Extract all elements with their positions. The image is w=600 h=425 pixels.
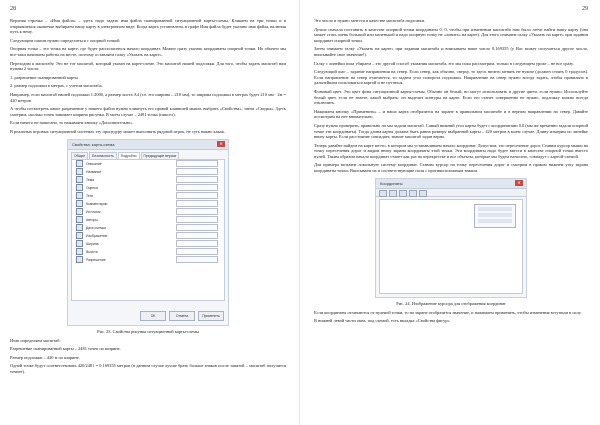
paragraph: Например, если масштаб нашей подложки 1:2000, а размер листа А4 (т.е. его ширина – 210 мм), то ширина подложки в метрах будет 210 мм · 2м = 420 метров — [10, 91, 286, 103]
window-title: Координаты — [380, 180, 403, 186]
property-label: Название — [86, 169, 102, 174]
list-item: 2. размер подложки в метрах, с учетом масштаба. — [10, 83, 103, 89]
property-row — [72, 224, 224, 232]
property-row — [72, 208, 224, 216]
property-value — [176, 192, 218, 199]
tab-details: Подробно — [118, 152, 140, 159]
property-row — [72, 168, 224, 176]
tool-icon — [409, 190, 417, 197]
properties-dialog-figure — [67, 139, 229, 326]
property-row — [72, 200, 224, 208]
tab-general: Общие — [71, 152, 88, 159]
apply-button: Применить — [198, 311, 224, 321]
tool-icon — [399, 190, 407, 197]
close-icon: ✕ — [515, 180, 523, 186]
property-label: Дата съемки — [86, 225, 106, 230]
paragraph: Теперь давайте найдем на карте место, в котором мы устанавливаем начало координат. Допустим, это пересечение дорог. Ставим курсор мыши на точку пересечения дорог и видим внизу экрана координаты этой точки. Эти координаты надо будет ввести в качестве опорной точки вместо нулей. Таким образом начало координат станет как раз на перекрестке и все объекты, которые мы будем наносить, совпадут с картой-схемой. — [314, 142, 588, 159]
property-label: Тема — [86, 177, 94, 182]
property-value — [176, 248, 218, 255]
property-icon — [76, 224, 83, 231]
property-label: Изображение — [86, 233, 108, 238]
paragraph: Лучше сначала поставить в качестве опорной точки координаты 0, 0, чтобы при изменении масштаба нам было легче найти нашу карту (она может стать очень большой или маленькой и надо опорную точку не «ловить» на карте). Для этого снимаем галку «Указать на карте» при задании координат опорной точки. — [314, 26, 588, 43]
cursor-coordinates-figure — [375, 178, 527, 298]
property-row — [72, 248, 224, 256]
property-row — [72, 256, 224, 264]
property-value — [176, 256, 218, 263]
right-page-content — [314, 18, 588, 327]
paragraph: Размер подложки – 420 м по ширине. — [10, 354, 80, 360]
property-row — [72, 160, 224, 168]
page-gutter — [299, 0, 300, 425]
paragraph: А чтобы посмотреть какое разрешение у нашего файла нужно кликнуть его правой клавишей мыши, выбрать «Свойства», затем «Сводка». Здесь смотрим, сколько точек занимает ширина рисунка. В моем случае – 2481 точка (пиксел). — [10, 106, 286, 117]
close-icon: ✕ — [217, 141, 225, 147]
tool-icon — [389, 190, 397, 197]
property-value — [176, 176, 218, 183]
property-row — [72, 216, 224, 224]
property-icon — [76, 200, 83, 207]
paragraph: Переходим к масштабу. Это не тот масштаб, который указан на карте-схеме. Это масштаб нашей подложки. Для того, чтобы задать масштаб нам нужны 2 числа: — [10, 60, 286, 72]
coordinate-readout — [474, 204, 516, 228]
properties-panel — [71, 159, 225, 301]
figure-caption: Рис. 23. Свойства рисунка ситуационной карты-схемы — [97, 328, 199, 334]
property-value — [176, 168, 218, 175]
paragraph: Верхняя строчка – «Имя файла» – здесь надо задать имя файла сканированной ситуационной карты-схемы. Кликаем на три точки и в открывшемся окошечке выбираем нашу карту в электронном виде. Когда карта установлена, в графе Имя файла будет указано имя файла, включая путь к нему. — [10, 18, 286, 35]
property-icon — [76, 176, 83, 183]
property-label: Высота — [86, 249, 98, 254]
property-value — [176, 224, 218, 231]
property-label: Оценка — [86, 185, 98, 190]
property-icon — [76, 232, 83, 239]
cancel-button: Отмена — [169, 311, 195, 321]
property-value — [176, 240, 218, 247]
property-icon — [76, 216, 83, 223]
paragraph: Для примера возьмем локальную систему координат. Ставим курсор на точку пересечения дорог и смотрим в правом нижнем углу экрана координаты точки. Вписываем их в соответствующие поля с противоположным знаком. — [314, 162, 588, 174]
property-icon — [76, 240, 83, 247]
property-icon — [76, 192, 83, 199]
paragraph: Если координаты отличаются от нулевой точки, то на экране отобразится значение, и нажимаем применить, чтобы изменения вступили в силу. — [314, 309, 582, 315]
property-icon — [76, 160, 83, 167]
property-value — [176, 160, 218, 167]
paragraph: Следующим шагом нужно определиться с опорной точкой. — [10, 37, 121, 43]
property-row — [72, 192, 224, 200]
property-label: Авторы — [86, 217, 98, 222]
property-value — [176, 232, 218, 239]
tab-security: Безопасность — [89, 152, 117, 159]
tool-icon — [379, 190, 387, 197]
property-label: Комментарии — [86, 201, 108, 206]
left-page — [0, 0, 298, 425]
left-page-content — [10, 18, 286, 377]
property-row — [72, 176, 224, 184]
toolbar — [376, 189, 526, 197]
paragraph: Если ничего не написано, то нажимаем кнопку «Дополнительно». — [10, 120, 134, 126]
property-label: Теги — [86, 193, 93, 198]
dialog-title: Свойства: карта-схема — [72, 141, 115, 147]
coordinate-line — [478, 207, 512, 211]
property-icon — [76, 184, 83, 191]
ok-button: ОК — [140, 311, 166, 321]
dialog-title-bar — [68, 140, 228, 150]
paragraph: Нажимаем кнопку «Применить» – и наша карта отобразится на экране в правильном масштабе и в верном направлении на север. Давайте посмотрим на нее внимательно. — [314, 108, 588, 120]
paragraph: Итак определяем масштаб: — [10, 337, 61, 343]
paragraph: Разрешение сканированной карты – 2481 точек по ширине. — [10, 346, 121, 352]
property-value — [176, 184, 218, 191]
coordinate-line — [478, 219, 512, 223]
dialog-buttons — [140, 311, 224, 321]
property-row — [72, 184, 224, 192]
paragraph: Сразу нужно проверить, правильно ли мы задали масштаб. Самый нижний угол карты будет с координатами 0,0 (мы же временно задали опорной точке эти координаты). Тогда длина карты должна быть равна размеру выбранной карты – 420 метров в моем случае. Длину измерим по линейке внизу карты. Если расстояние совпадает, значит масштаб задан верно. — [314, 122, 588, 140]
property-icon — [76, 208, 83, 215]
property-label: Разрешение — [86, 257, 106, 262]
paragraph: Фоновый цвет. Это цвет фона ситуационной карты-схемы. Обычно он белый, но могут использовать и другие цвета, если нужно. Используйте белый цвет, если не знаете, какой выбрать: он выделит контуры на карте. Если это станет совершенно не нужно, подложку можно всегда отключить. — [314, 88, 588, 106]
paragraph: Одной точке будут соответствовать 420/2481 = 0,169355 метров (в данном случае лучше брать больше знаков после запятой – масштаб получится точнее). — [10, 363, 286, 374]
property-row — [72, 240, 224, 248]
paragraph: Это число и нужно занести в качестве масштаба подложки. — [314, 18, 426, 23]
property-value — [176, 208, 218, 215]
paragraph: Следующий шаг – задание направления на север. Если север, как обычно, сверху, то здесь ничего менять не нужно (должен стоять 0 градусов). Если направление на север отличается, то задаем угол поворота подложки. Направление на север нужно всегда задать, чтобы правильно в дальнейшем пользоваться картой и не путаться. — [314, 69, 588, 86]
right-page — [302, 0, 600, 425]
page-number: 28 — [10, 6, 16, 12]
map-area — [379, 199, 523, 294]
property-icon — [76, 256, 83, 263]
figure-caption: Рис. 24. Изображение курсора для отображения координат — [396, 300, 506, 306]
dialog-tabs — [68, 150, 228, 159]
property-icon — [76, 168, 83, 175]
property-value — [176, 200, 218, 207]
property-row — [72, 232, 224, 240]
list-item: 1. разрешение сканированной карты — [10, 74, 78, 80]
property-label: Источник — [86, 209, 101, 214]
window-title-bar — [376, 179, 526, 189]
coordinate-line — [478, 213, 512, 217]
property-icon — [76, 248, 83, 255]
paragraph: Галку с линейки пока убираем – это другой способ указания масштаба, его мы пока рассмотрим, только в следующем уроке – не все сразу. — [314, 60, 574, 66]
property-label: Ширина — [86, 241, 99, 246]
page-number: 29 — [582, 6, 588, 12]
paragraph: В нижней левой части окна, под схемой, есть вкладка «Свойства фигур» — [314, 318, 450, 324]
paragraph: Опорная точка – это точка на карте, где будет располагаться начало координат. Можно сразу указать координаты опорной точки. Но обычно мы все-таки начинаем работы на месте, поэтому оставляем галку «Указать на карте». — [10, 46, 286, 57]
tool-icon — [419, 190, 427, 197]
property-label: Описание — [86, 161, 102, 166]
tab-previous-versions: Предыдущие версии — [141, 152, 180, 159]
property-value — [176, 216, 218, 223]
paragraph: Затем снимаем галку «Указать на карте» при задании масштаба и вписываем наше число 0,169355 (у Вас может получиться другое число, вписывайте свое значение!). — [314, 46, 588, 57]
paragraph: В реальных игровых ситуационной системах эту процедуру может выполнять рядовой игрок, не суть важно какая. — [10, 128, 225, 134]
